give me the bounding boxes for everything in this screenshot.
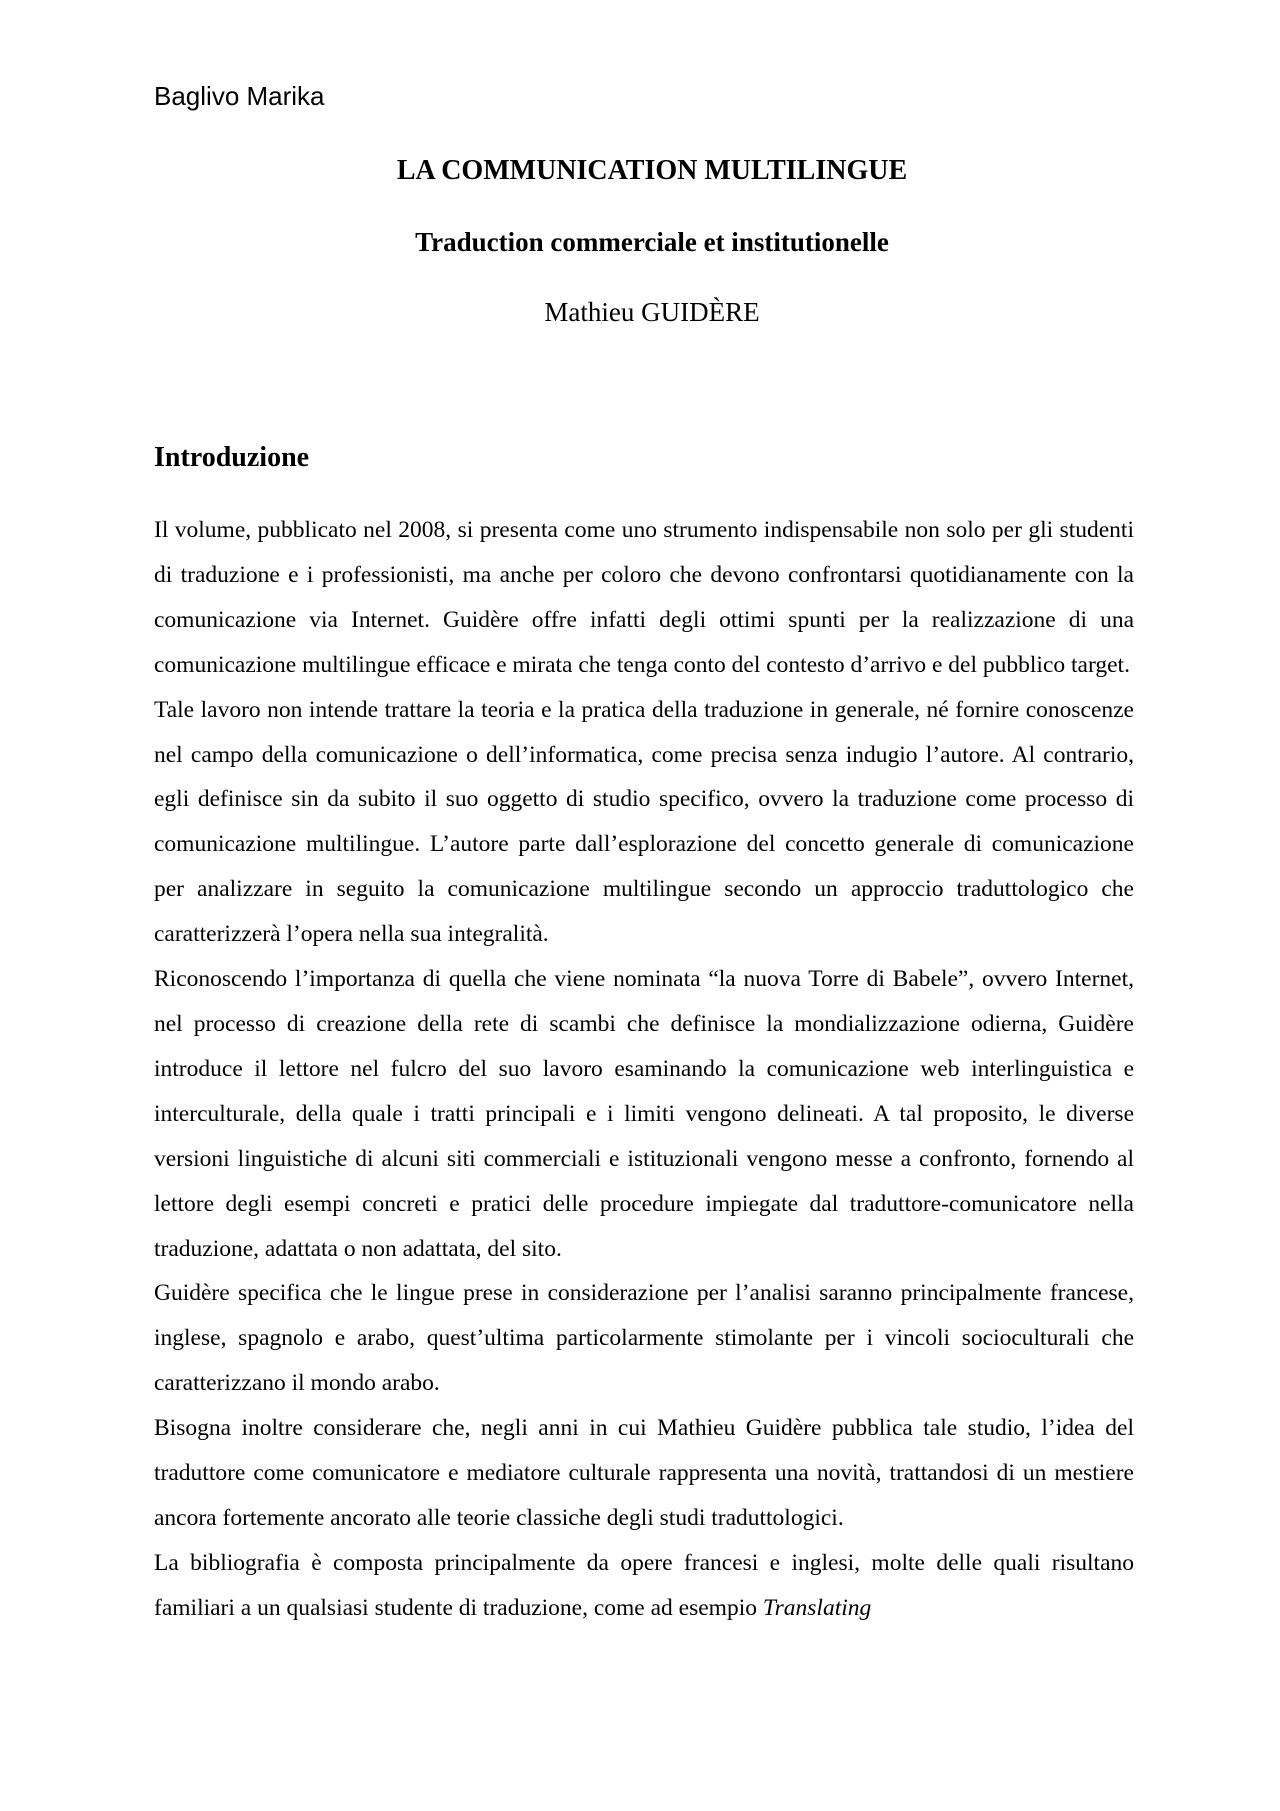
document-title: LA COMMUNICATION MULTILINGUE [396, 155, 908, 186]
document-author: Baglivo Marika [154, 81, 325, 111]
book-title-italic: Translating [762, 1594, 872, 1621]
paragraph-6-text: La bibliografia è composta principalmente da opere francesi e inglesi, molte delle quali risultano familiari a un qualsiasi studente di traduzione, come ad esempio [154, 1549, 1134, 1621]
paragraph-5: Bisogna inoltre considerare che, negli anni in cui Mathieu Guidère pubblica tale studio, l’idea del traduttore come comunicatore e mediatore culturale rappresenta una novità, trattandosi di un mestiere ancora fortemente ancorato alle teorie classiche degli studi traduttologici. [154, 1415, 1134, 1531]
paragraph-6 [154, 1541, 1134, 1631]
section-heading: Introduzione [154, 442, 310, 473]
paragraph-4: Guidère specifica che le lingue prese in considerazione per l’analisi saranno principalmente francese, inglese, spagnolo e arabo, quest’ultima particolarmente stimolante per i vincoli socioculturali che caratterizzano il mondo arabo. [154, 1280, 1134, 1397]
paragraph-1: Il volume, pubblicato nel 2008, si presenta come uno strumento indispensabile non solo per gli studenti di traduzione e i professionisti, ma anche per coloro che devono confrontarsi quotidianamente con la comunicazione via Internet. Guidère offre infatti degli ottimi spunti per la realizzazione di una comunicazione multilingue efficace e mirata che tenga conto del contesto d’arrivo e del pubblico target. [154, 517, 1134, 678]
document-subtitle: Traduction commerciale et institutionelle [415, 227, 889, 257]
paragraph-2: Tale lavoro non intende trattare la teoria e la pratica della traduzione in generale, né fornire conoscenze nel campo della comunicazione o dell’informatica, come precisa senza indugio l’autore. Al contrario, egli definisce sin da subito il suo oggetto di studio specifico, ovvero la traduzione come processo di comunicazione multilingue. L’autore parte dall’esplorazione del concetto generale di comunicazione per analizzare in seguito la comunicazione multilingue secondo un approccio traduttologico che caratterizzerà l’opera nella sua integralità. [154, 696, 1134, 948]
paragraph-3: Riconoscendo l’importanza di quella che viene nominata “la nuova Torre di Babele”, ovvero Internet, nel processo di creazione della rete di scambi che definisce la mondializzazione odierna, Guidère introduce il lettore nel fulcro del suo lavoro esaminando la comunicazione web interlinguistica e interculturale, della quale i tratti principali e i limiti vengono delineati. A tal proposito, le diverse versioni linguistiche di alcuni siti commerciali e istituzionali vengono messe a confronto, fornendo al lettore degli esempi concreti e pratici delle procedure impiegate dal traduttore-comunicatore nella traduzione, adattata o non adattata, del sito. [154, 966, 1134, 1262]
body-text [154, 508, 1134, 1631]
book-author: Mathieu GUIDÈRE [544, 297, 760, 327]
